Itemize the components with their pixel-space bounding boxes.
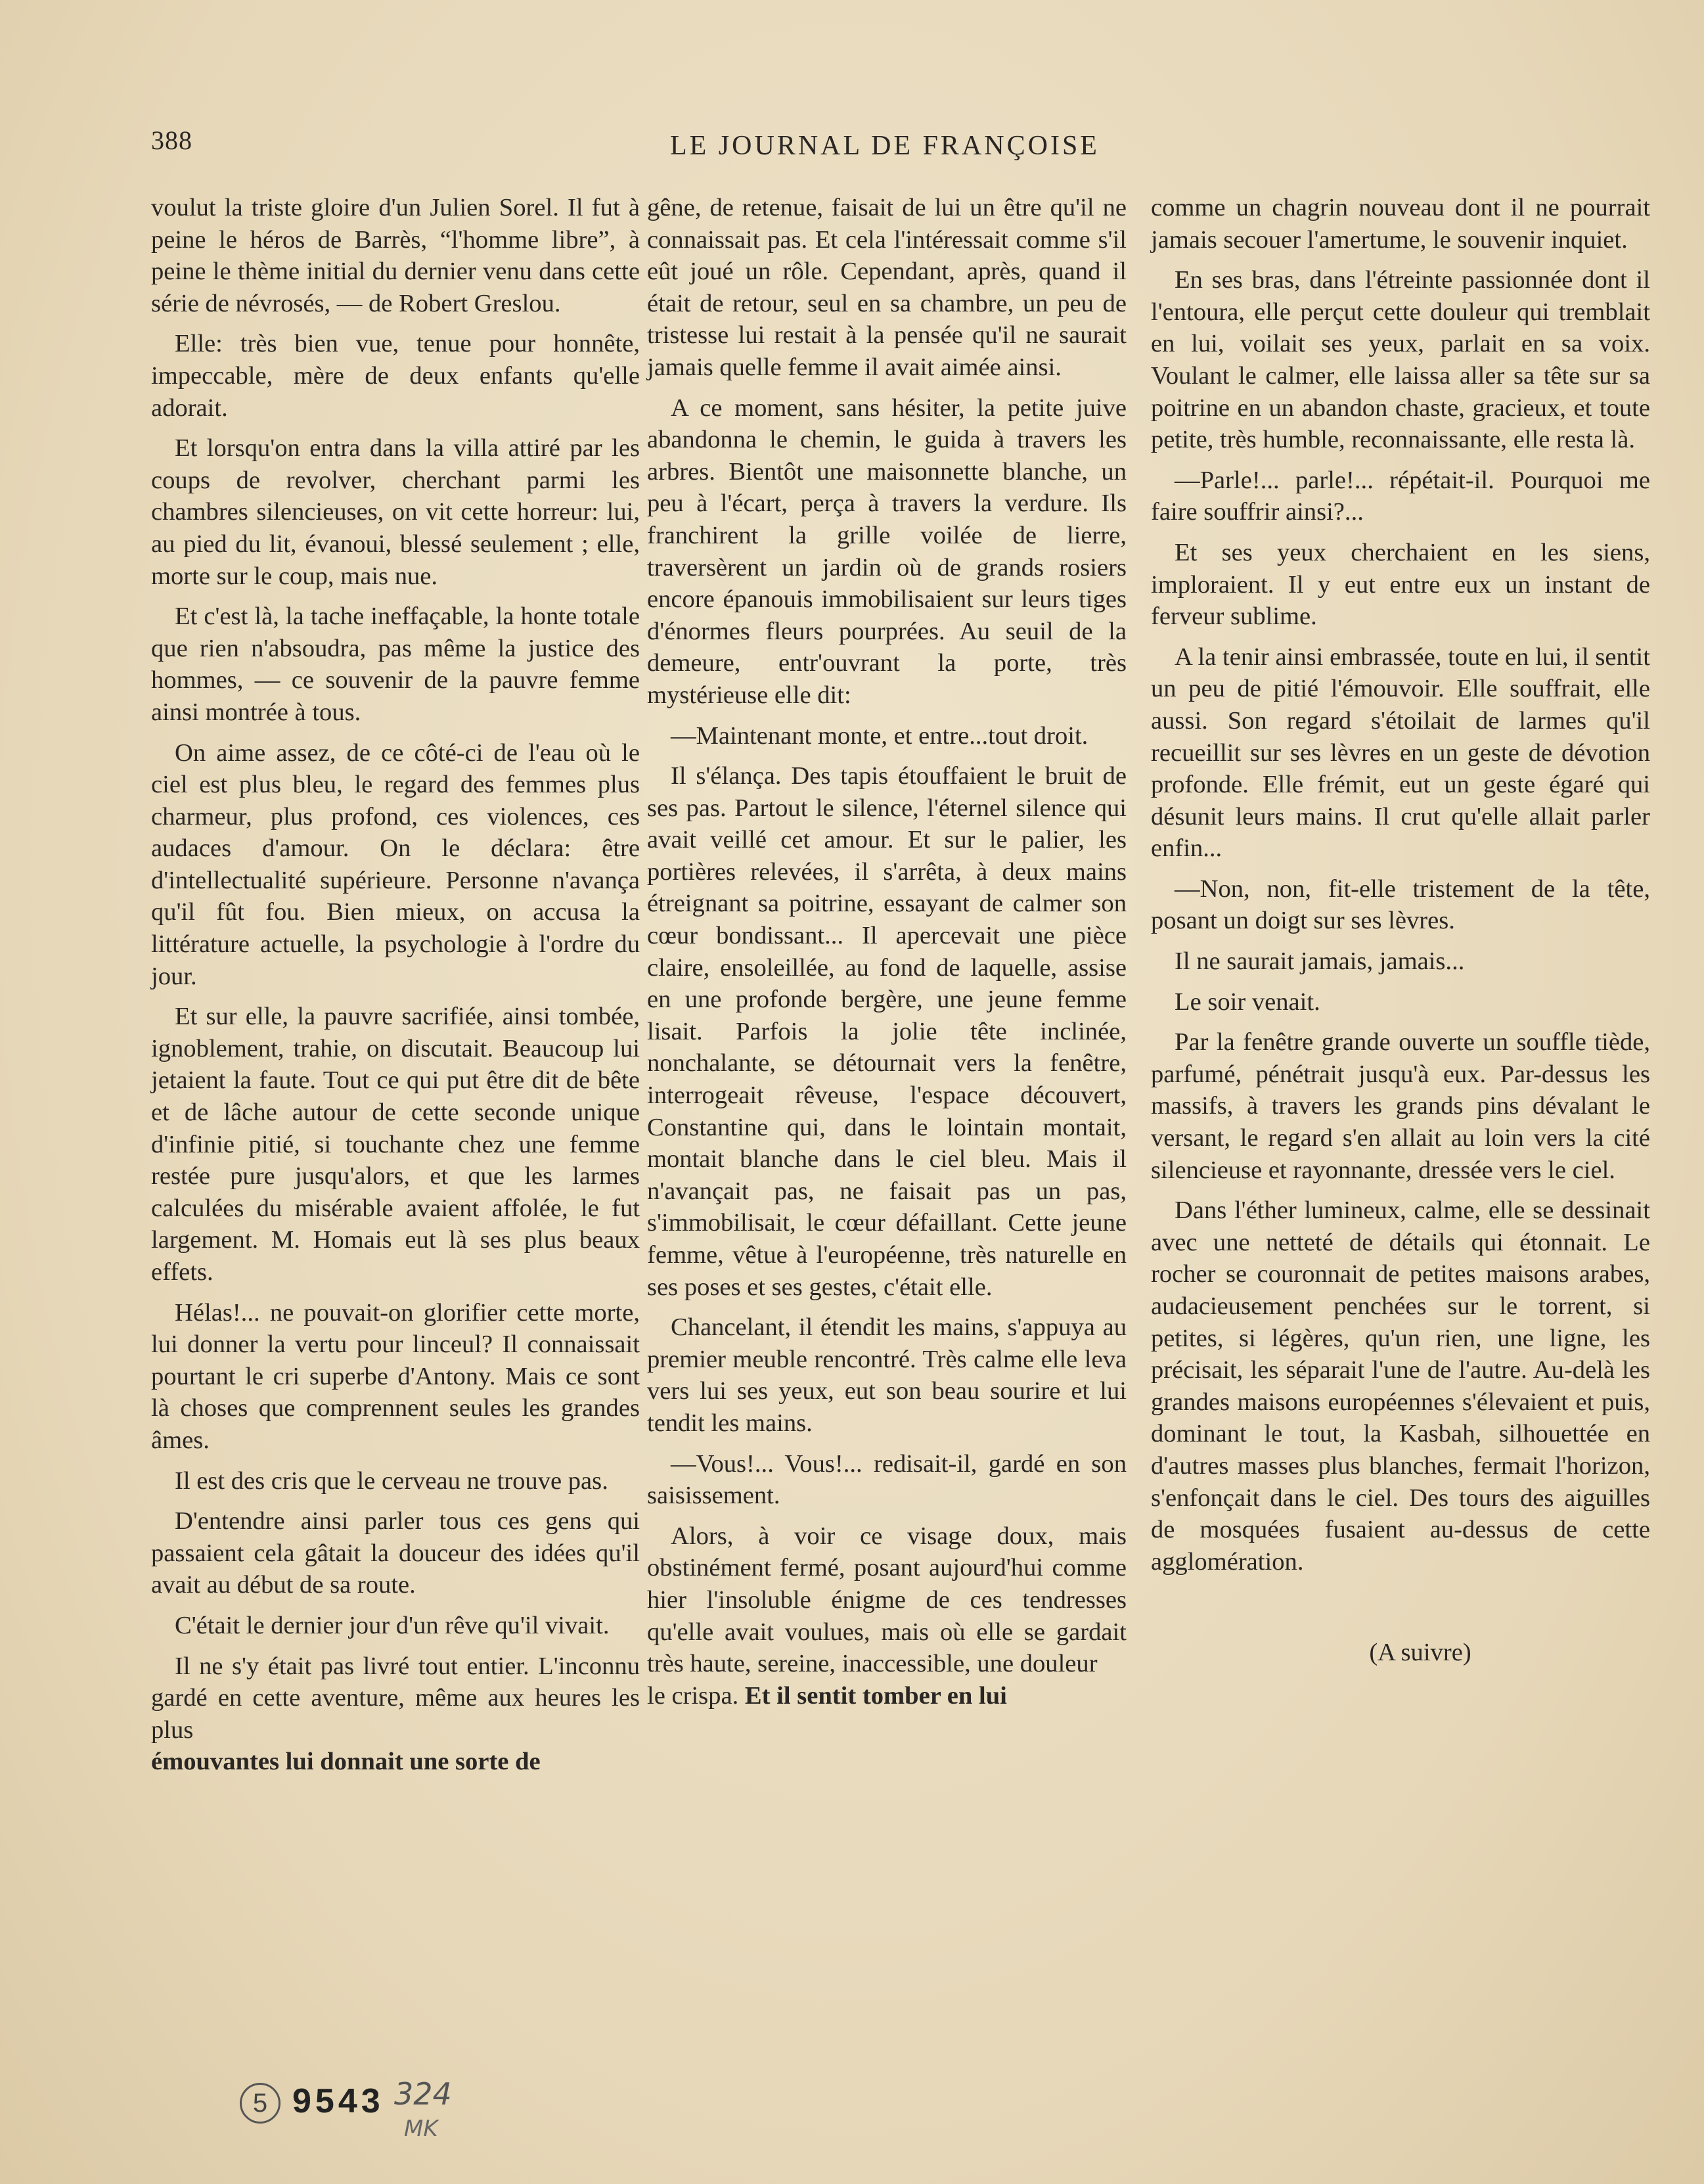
paragraph: Et sur elle, la pauvre sacrifiée, ainsi tombée, ignoblement, trahie, on discutait. Beaucoup lui jetaient la faute. Tout ce qui put être dit de bête et de lâche autour de cette seconde unique d'infinie pitié, si touchante chez une femme restée pure jusqu'alors, et que les larmes calculées du misérable avaient affolée, le fut largement. M. Homais eut là ses plus beaux effets. [151,1003,640,1286]
paragraph: A ce moment, sans hésiter, la petite juive abandonna le chemin, le guida à travers les arbres. Bientôt une maisonnette blanche, un peu à l'écart, perça à travers la verdure. Ils franchirent la grille voilée de lierre, traversèrent un jardin où de grands rosiers encore épanouis immobilisaient sur leurs tiges d'énormes fleurs pourprées. Au seuil de la demeure, entr'ouvrant la porte, très mystérieuse elle dit: [647,394,1127,709]
paragraph: D'entendre ainsi parler tous ces gens qui passaient cela gâtait la douceur des idées qu'il avait au début de sa route. [151,1507,640,1599]
page-header [151,118,1623,171]
paragraph: Dans l'éther lumineux, calme, elle se dessinait avec une netteté de détails qui étonnait. Le rocher se couronnait de petites maisons arabes, audacieusement penchées sur le torrent, si petites, si légères, qu'un rien, une ligne, les précisait, les séparait l'une de l'autre. Au-delà les grandes maisons européennes s'élevaient et puis, dominant le tout, la Kasbah, silhouettée en d'autres masses plus blanches, fermait l'horizon, s'enfonçait dans le ciel. Des tours des aiguilles de mosquées fusaient au-dessus de cette agglomération. [1151,1196,1650,1576]
paragraph: —Parle!... parle!... répétait-il. Pourquoi me faire souffrir ainsi?... [1151,466,1650,526]
paragraph: Et lorsqu'on entra dans la villa attiré par les coups de revolver, cherchant parmi les chambres silencieuses, on vit cette horreur: lui, au pied du lit, évanoui, blessé seulement ; elle, morte sur le coup, mais nue. [151,434,640,590]
text-column-1 [151,192,640,1786]
paragraph: En ses bras, dans l'étreinte passionnée dont il l'entoura, elle perçut cette douleur qui tremblait en lui, voilait ses yeux, parlait en sa voix. Voulant le calmer, elle laissa aller sa tête sur sa poitrine en un abandon chaste, gracieux, et toute petite, très humble, reconnaissante, elle resta là. [1151,266,1650,454]
paragraph: Elle: très bien vue, tenue pour honnête, impeccable, mère de deux enfants qu'elle adorait. [151,330,640,422]
paragraph-continuation: comme un chagrin nouveau dont il ne pourrait jamais secouer l'amertume, le souvenir inquiet. [1151,194,1650,254]
paragraph: —Maintenant monte, et entre...tout droit. [671,721,1088,750]
archive-stamp-number: 9543 [292,2082,384,2120]
paragraph: Par la fenêtre grande ouverte un souffle tiède, parfumé, pénétrait jusqu'à eux. Par-dessus les massifs, à travers les grands pins dévalant le versant, le regard s'en allait au loin vers la cité silencieuse et rayonnante, dressée vers le ciel. [1151,1028,1650,1184]
line-text: le crispa. [647,1681,739,1710]
paragraph: Il ne saurait jamais, jamais... [1175,947,1465,976]
to-be-continued: (A suivre) [1369,1639,1471,1667]
paragraph-end-line [647,1680,1127,1712]
page-number: 388 [151,125,192,155]
text-column-3 [1151,192,1650,1677]
paragraph: Le soir venait. [1175,988,1320,1016]
text-column-2 [647,192,1127,1720]
line-text-bold: Et il sentit tomber en lui [744,1681,1007,1710]
paragraph-continuation: gêne, de retenue, faisait de lui un être qu'il ne connaissait pas. Et cela l'intéressait comme s'il eût joué un rôle. Cependant, après, quand il était de retour, seul en sa chambre, un peu de tristesse lui restait à la pensée qu'il ne saurait jamais quelle femme il avait aimée ainsi. [647,194,1127,381]
paragraph: Il ne s'y était pas livré tout entier. L'inconnu gardé en cette aventure, même aux heures les plus [151,1652,640,1744]
paragraph: Il s'élança. Des tapis étouffaient le bruit de ses pas. Partout le silence, l'éternel silence qui avait veillé cet amour. Et sur le palier, les portières relevées, il s'arrêta, à deux mains étreignant sa poitrine, essayant de calmer son cœur bondissant... Il apercevait une pièce claire, ensoleillée, au fond de laquelle, assise en une profonde bergère, une jeune femme lisait. Parfois la jolie tête inclinée, nonchalante, se détournait vers la fenêtre, interrogeait rêveuse, l'espace découvert, Constantine qui, dans le lointain montait, montait blanche dans le ciel bleu. Mais il n'avançait pas, ne faisait pas un pas, s'immobilisait, le cœur défaillant. Cette jeune femme, vêtue à l'européenne, très naturelle en ses poses et ses gestes, c'était elle. [647,762,1127,1301]
paragraph: C'était le dernier jour d'un rêve qu'il vivait. [175,1611,610,1639]
handwritten-number: 324 [394,2076,452,2112]
paragraph: A la tenir ainsi embrassée, toute en lui, il sentit un peu de pitié l'émouvoir. Elle souffrait, elle aussi. Son regard s'étoilait de larmes qu'il recueillit sur ses lèvres en un geste de dévotion profonde. Elle frémit, eut un geste égaré qui désunit leurs mains. Il crut qu'elle allait parler enfin... [1151,643,1650,863]
paragraph: voulut la triste gloire d'un Julien Sorel. Il fut à peine le héros de Barrès, “l'homme libre”, à peine le thème initial du dernier venu dans cette série de névrosés, — de Robert Greslou. [151,194,640,317]
paragraph: Alors, à voir ce visage doux, mais obstinément fermé, posant aujourd'hui comme hier l'insoluble énigme de ces tendresses qu'elle avait voulues, mais où elle se gardait très haute, sereine, inaccessible, une douleur [647,1522,1127,1678]
running-title: LE JOURNAL DE FRANÇOISE [670,131,1100,161]
handwritten-initials: MK [404,2116,438,2142]
paragraph: Il est des cris que le cerveau ne trouve pas. [175,1467,608,1495]
paragraph: —Non, non, fit-elle tristement de la tête, posant un doigt sur ses lèvres. [1151,875,1650,935]
paragraph: —Vous!... Vous!... redisait-il, gardé en son saisissement. [647,1449,1127,1510]
paragraph: Chancelant, il étendit les mains, s'appuya au premier meuble rencontré. Très calme elle leva vers lui ses yeux, eut son beau sourire et lui tendit les mains. [647,1313,1127,1437]
paragraph: Et c'est là, la tache ineffaçable, la honte totale que rien n'absoudra, pas même la justice des hommes, — ce souvenir de la pauvre femme ainsi montrée à tous. [151,603,640,726]
paragraph: On aime assez, de ce côté-ci de l'eau où le ciel est plus bleu, le regard des femmes plus charmeur, plus profond, ces violences, ces audaces d'amour. On le déclara: être d'intellectualité supérieure. Personne n'avança qu'il fût fou. Bien mieux, on accusa la littérature actuelle, la psychologie à l'ordre du jour. [151,739,640,990]
circled-stamp-number: 5 [240,2083,280,2124]
paragraph: Et ses yeux cherchaient en les siens, imploraient. Il y eut entre eux un instant de ferveur sublime. [1151,538,1650,631]
paragraph: Hélas!... ne pouvait-on glorifier cette morte, lui donner la vertu pour linceul? Il connaissait pourtant le cri superbe d'Antony. Mais ce sont là choses que comprennent seules les grandes âmes. [151,1298,640,1454]
paragraph-continuation-bold: émouvantes lui donnait une sorte de [151,1748,541,1776]
